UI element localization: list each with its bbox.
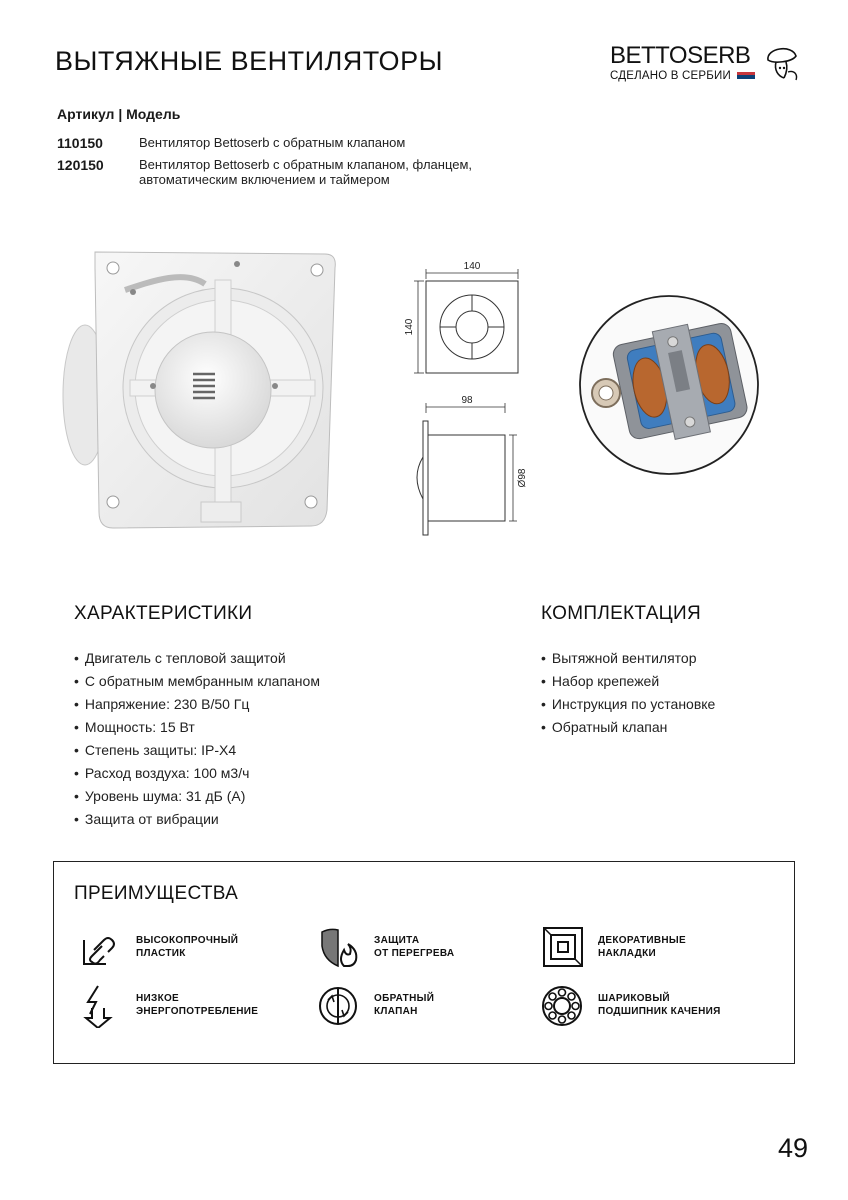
list-item: • Уровень шума: 31 дБ (А) (74, 785, 320, 808)
models-heading: Артикул | Модель (57, 106, 181, 122)
depth-dimension-label: 98 (461, 395, 473, 406)
brand-name: BETTOSERB (610, 42, 751, 69)
page-title: ВЫТЯЖНЫЕ ВЕНТИЛЯТОРЫ (55, 46, 443, 76)
model-description: Вентилятор Bettoserb с обратным клапаном (139, 135, 406, 150)
advantage-label: ДЕКОРАТИВНЫЕ НАКЛАДКИ (598, 935, 686, 959)
mushroom-mascot-icon (762, 42, 802, 84)
page-number: 49 (777, 1133, 808, 1163)
advantage-label: НИЗКОЕ ЭНЕРГОПОТРЕБЛЕНИЕ (136, 993, 259, 1017)
characteristics-list (74, 647, 320, 831)
width-dimension-label: 140 (463, 261, 481, 272)
decorative-cover-icon (542, 926, 586, 970)
model-description: Вентилятор Bettoserb с обратным клапаном, фланцем, автоматическим включением и таймером (139, 157, 473, 187)
fan-product-image (55, 240, 355, 540)
diameter-dimension-label: Ø98 (517, 468, 528, 488)
dimension-drawing (395, 255, 535, 545)
model-code: 110150 (57, 135, 103, 151)
advantage-item (318, 926, 548, 976)
low-energy-icon (80, 984, 124, 1028)
brand-tagline: СДЕЛАНО В СЕРБИИ (610, 70, 731, 82)
list-item: • Степень защиты: IP-X4 (74, 739, 320, 762)
durable-plastic-icon (80, 926, 124, 970)
list-item: • Мощность: 15 Вт (74, 716, 320, 739)
advantage-label: ОБРАТНЫЙ КЛАПАН (374, 993, 435, 1017)
check-valve-icon (318, 984, 362, 1028)
advantage-item (80, 984, 310, 1034)
model-code: 120150 (57, 157, 104, 173)
advantage-item (318, 984, 548, 1034)
list-item: • Расход воздуха: 100 м3/ч (74, 762, 320, 785)
advantage-item (542, 926, 772, 976)
list-item: • Вытяжной вентилятор (541, 647, 715, 670)
list-item: • Инструкция по установке (541, 693, 715, 716)
characteristics-heading: ХАРАКТЕРИСТИКИ (74, 603, 253, 624)
advantage-item (542, 984, 772, 1034)
advantages-heading: ПРЕИМУЩЕСТВА (74, 883, 239, 904)
motor-photo (576, 293, 762, 477)
model-row (57, 157, 559, 187)
ball-bearing-icon (542, 984, 586, 1028)
list-item: • Двигатель с тепловой защитой (74, 647, 320, 670)
kit-list (541, 647, 715, 739)
list-item: • Напряжение: 230 В/50 Гц (74, 693, 320, 716)
list-item: • С обратным мембранным клапаном (74, 670, 320, 693)
height-dimension-label: 140 (404, 318, 415, 336)
list-item: • Набор крепежей (541, 670, 715, 693)
list-item: • Защита от вибрации (74, 808, 320, 831)
advantage-label: ШАРИКОВЫЙ ПОДШИПНИК КАЧЕНИЯ (598, 993, 721, 1017)
advantage-label: ВЫСОКОПРОЧНЫЙ ПЛАСТИК (136, 935, 239, 959)
brand-logo (610, 42, 810, 92)
overheat-protection-icon (318, 926, 362, 970)
kit-heading: КОМПЛЕКТАЦИЯ (541, 603, 702, 624)
advantage-item (80, 926, 310, 976)
model-row (57, 135, 559, 151)
serbia-flag-icon (737, 72, 755, 82)
list-item: • Обратный клапан (541, 716, 715, 739)
advantage-label: ЗАЩИТА ОТ ПЕРЕГРЕВА (374, 935, 455, 959)
